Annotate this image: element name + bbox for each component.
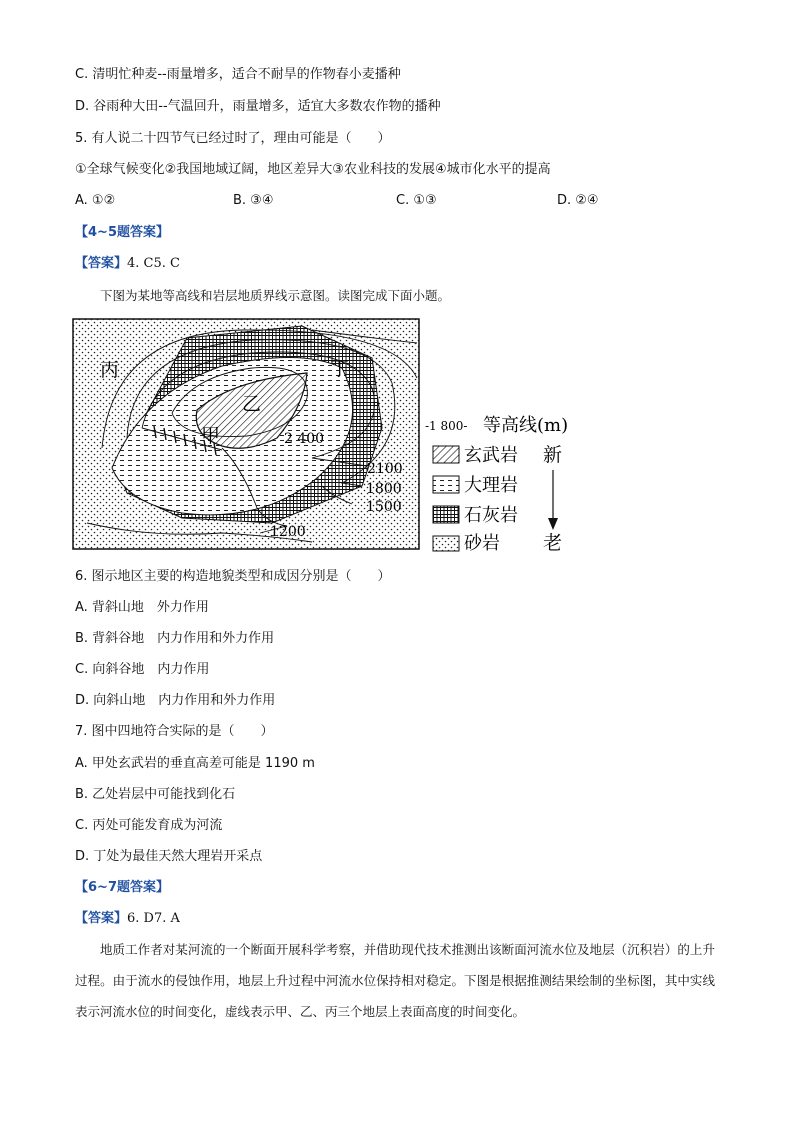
contour-label-2400: 2 400: [284, 431, 325, 447]
legend-sandstone: 砂岩: [464, 533, 500, 554]
q5-items: ①全球气候变化②我国地域辽阔，地区差异大③农业科技的发展④城市化水平的提高: [75, 162, 551, 177]
answer-label: 【答案】: [75, 256, 128, 271]
legend-contour-sample: -1 800-: [425, 419, 468, 433]
label-bing: 丙: [100, 359, 120, 381]
answer-4-5: [75, 255, 180, 273]
q7-stem: 7. 图中四地符合实际的是（ ）: [75, 724, 274, 739]
legend-marble: 大理岩: [464, 475, 518, 496]
contour-label-1200: 1200: [270, 524, 306, 540]
legend-limestone: 石灰岩: [464, 505, 518, 526]
q4-option-c: C. 清明忙种麦--雨量增多，适合不耐旱的作物春小麦播种: [75, 67, 401, 82]
answer-6-7-heading: 【6~7题答案】: [75, 880, 169, 895]
q6-stem: 6. 图示地区主要的构造地貌类型和成因分别是（ ）: [75, 569, 391, 584]
legend-arrow-head: [548, 518, 558, 530]
legend-swatch-sandstone: [433, 536, 459, 551]
answer-4-5-heading: 【4~5题答案】: [75, 225, 169, 240]
contour-label-1500: 1500: [366, 499, 402, 515]
legend-basalt: 玄武岩: [464, 445, 518, 466]
q7-option-b: B. 乙处岩层中可能找到化石: [75, 787, 236, 802]
label-jia: 甲: [201, 425, 221, 447]
q5-option-d: D. ②④: [557, 193, 599, 208]
answer-label: 【答案】: [75, 911, 128, 926]
q7-option-d: D. 丁处为最佳天然大理岩开采点: [75, 849, 263, 864]
contour-label-2100: 2100: [367, 461, 403, 477]
passage-river-strata: 地质工作者对某河流的一个断面开展科学考察，并借助现代技术推测出该断面河流水位及地层（沉积岩）的上升过程。由于流水的侵蚀作用，地层上升过程中河流水位保持相对稳定。下图是根据推测结果绘制的坐标图，其中实线表示河流水位的时间变化，虚线表示甲、乙、丙三个地层上表面高度的时间变化。: [75, 942, 715, 1019]
q7-option-c: C. 丙处可能发育成为河流: [75, 818, 223, 833]
q4-option-d: D. 谷雨种大田--气温回升，雨量增多，适宜大多数农作物的播种: [75, 99, 441, 114]
legend-swatch-marble: [433, 476, 459, 493]
legend-new: 新: [543, 444, 563, 466]
q6-option-a: A. 背斜山地 外力作用: [75, 600, 209, 615]
legend-swatch-basalt: [433, 446, 459, 463]
label-yi: 乙: [242, 393, 262, 415]
geology-contour-map: [72, 318, 572, 554]
q5-option-c: C. ①③: [396, 193, 437, 208]
q5-option-a: A. ①②: [75, 193, 116, 208]
answer-value: 6. D7. A: [127, 911, 180, 926]
legend-swatch-limestone: [433, 506, 459, 523]
q6-option-b: B. 背斜谷地 内力作用和外力作用: [75, 631, 275, 646]
contour-label-1800: 1800: [366, 481, 402, 497]
q6-option-c: C. 向斜谷地 内力作用: [75, 662, 210, 677]
intro-6-7: 下图为某地等高线和岩层地质界线示意图。读图完成下面小题。: [100, 288, 451, 303]
q6-option-d: D. 向斜山地 内力作用和外力作用: [75, 693, 276, 708]
q7-option-a: A. 甲处玄武岩的垂直高差可能是 1190 m: [75, 756, 315, 771]
label-ding: 丁: [330, 358, 350, 380]
answer-value: 4. C5. C: [127, 256, 180, 271]
legend-contour-label: 等高线(m): [483, 415, 569, 436]
q5-stem: 5. 有人说二十四节气已经过时了，理由可能是（ ）: [75, 131, 391, 146]
answer-6-7: [75, 910, 180, 928]
q5-option-b: B. ③④: [233, 193, 274, 208]
map-legend: [425, 415, 568, 554]
legend-old: 老: [543, 532, 563, 554]
